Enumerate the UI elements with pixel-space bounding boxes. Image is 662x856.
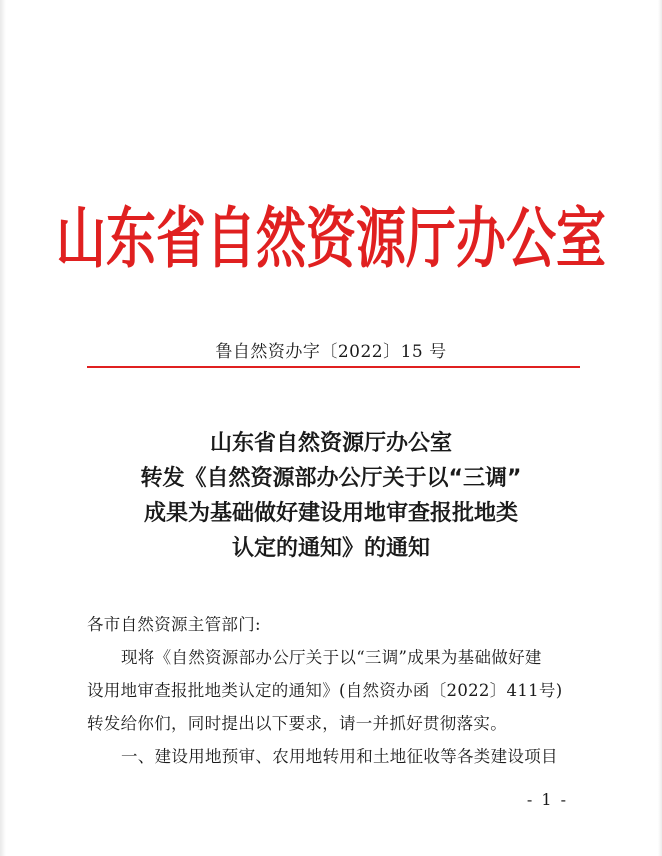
page-number: - 1 - (526, 790, 568, 809)
paragraph-1-line-1: 现将《自然资源部办公厅关于以“三调”成果为基础做好建 (121, 648, 542, 667)
title-line-1: 山东省自然资源厅办公室 (209, 431, 452, 456)
paragraph-1-line-3: 转发给你们，同时提出以下要求，请一并抓好贯彻落实。 (87, 714, 507, 733)
salutation: 各市自然资源主管部门: (87, 615, 261, 634)
document-body (87, 608, 587, 773)
red-separator-line (87, 366, 580, 368)
title-line-4: 认定的通知》的通知 (231, 536, 430, 561)
title-line-3: 成果为基础做好建设用地审查报批地类 (143, 501, 518, 526)
title-line-2: 转发《自然资源部办公厅关于以“三调” (140, 466, 522, 491)
paragraph-2-line-1: 一、建设用地预审、农用地转用和土地征收等各类建设项目 (121, 747, 558, 766)
paragraph-1-line-2: 设用地审查报批地类认定的通知》(自然资办函〔2022〕411号) (87, 681, 563, 700)
document-number: 鲁自然资办字〔2022〕15 号 (215, 342, 447, 362)
red-header-agency-name: 山东省自然资源厅办公室 (56, 200, 606, 278)
document-title (0, 426, 662, 566)
